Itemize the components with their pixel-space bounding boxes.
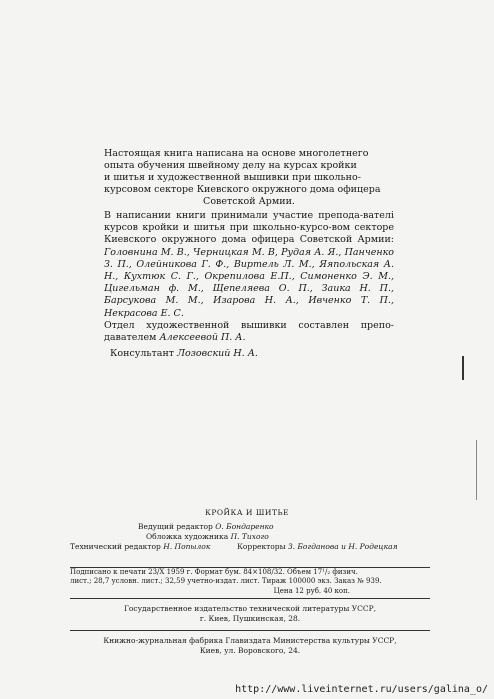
consultant-label: Консультант [110,348,175,359]
lead-editor-label: Ведущий редактор [138,522,213,531]
scan-edge-mark [476,440,477,500]
tech-editor-label: Технический редактор [70,542,161,551]
credits-block [70,522,430,552]
publisher-line: Государственное издательство технической литературы УССР, [123,604,377,613]
intro-paragraph [104,148,394,208]
book-title: КРОЙКА И ШИТЬЕ [205,508,289,517]
intro-line: курсовом секторе Киевского окружного дома офицера [104,184,381,195]
scan-edge-mark [462,356,464,380]
imprint-block [70,567,430,599]
proofreaders-names: З. Богданова и Н. Родецкая [287,542,398,551]
imprint-line: лист.; 28,7 условн. лист.; 32,59 учетно-издат. лист. Тираж 100000 экз. Заказ № 939. [70,577,382,586]
embroidery-author: Алексеевой П. А. [159,332,246,343]
credit-row [70,542,430,552]
tech-editor-name: Н. Попылок [163,542,211,551]
cover-artist-label: Обложка художника [146,532,229,541]
intro-line: Настоящая книга написана на основе многолетнего [104,148,369,159]
printer-line: Киев, ул. Воровского, 24. [199,646,301,655]
credit-row [70,532,430,542]
lead-editor-name: О. Бондаренко [215,522,274,531]
intro-line: и шитья и художественной вышивки при школьно- [104,172,361,183]
publisher-block [70,604,430,631]
imprint-line: Подписано к печати 23/X 1959 г. Формат бум. 84×108/32. Объем 17¹/₂ физич. [70,568,358,576]
imprint-price: Цена 12 руб. 40 коп. [273,586,350,595]
authors-paragraph [104,210,394,320]
printer-block [70,636,430,656]
consultant-name: Лозовский Н. А. [177,348,258,359]
cover-artist-name: П. Тихого [230,532,269,541]
credit-row [70,522,430,532]
printer-line: Книжно-журнальная фабрика Главиздата Министерства культуры УССР, [103,636,397,645]
intro-line: Советской Армии. [203,196,295,207]
authors-names: Головнина М. В., Черницкая М. В, Рудая А. Я., Панченко З. П., Олейникова Г. Ф., Виртель Л. М., Яяпольская А. Н., Кухтюк С. Г., Окрепилова Е.П., Симоненко Э. М., Цигельман ф. М., Щепеляева О. П., Заика Н. П., Барсукова М. М., Изарова Н. А., Ивченко Т. П., Некрасова Е. С. [104,246,394,319]
embroidery-section-note [104,320,394,344]
proofreaders-label: Корректоры [237,542,286,551]
consultant-line [110,348,258,359]
embroidery-text: Отдел художественной вышивки составлен препо-давателем [104,320,394,343]
authors-lead: В написании книги принимали участие препода-вателі курсов кройки и шитья при школьно-курсо-вом секторе Киевского окружного дома офицера Советской Армии: [104,210,394,246]
intro-line: опыта обучения швейному делу на курсах кройки [104,160,357,171]
publisher-line: г. Киев, Пушкинская, 28. [199,614,301,623]
watermark-url: http://www.liveinternet.ru/users/galina_o/ [235,684,488,695]
